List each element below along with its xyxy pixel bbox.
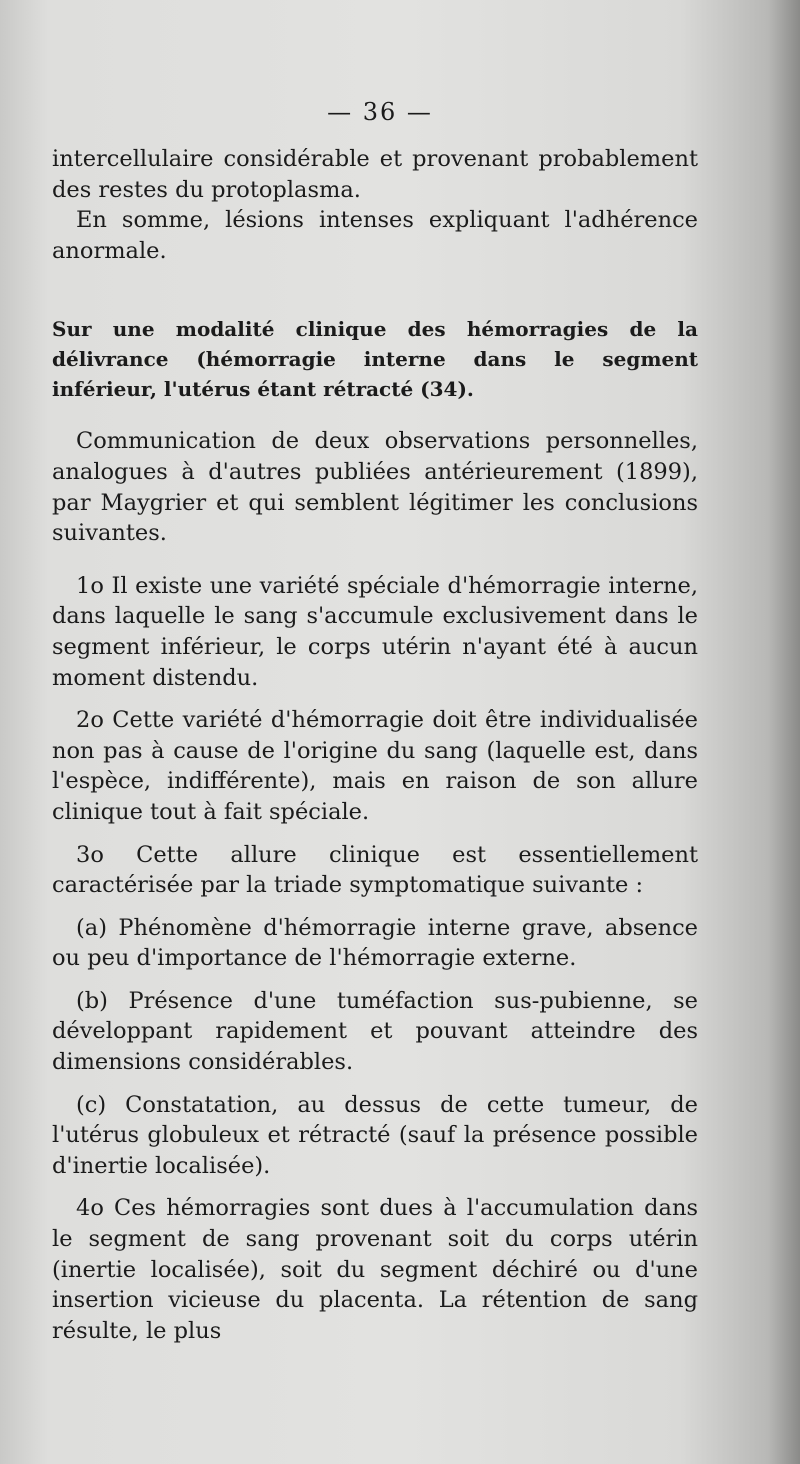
paragraph: 1o Il existe une variété spéciale d'hémorragie interne, dans laquelle le sang s'accumule exclusivement dans le segment inférieur, le corps utérin n'ayant été à aucun moment distendu. — [52, 572, 698, 691]
paragraph: 2o Cette variété d'hémorragie doit être individualisée non pas à cause de l'origine du sang (laquelle est, dans l'espèce, indifférente), mais en raison de son allure clinique tout à fait spéciale. — [52, 707, 698, 825]
paragraph: (c) Constatation, au dessus de cette tumeur, de l'utérus globuleux et rétracté (sauf la présence possible d'inertie localisée). — [52, 1091, 698, 1179]
paragraph: intercellulaire considérable et provenant probablement des restes du protoplasma. — [52, 146, 698, 203]
section-heading: Sur une modalité clinique des hémorragies de la délivrance (hémorragie interne dans le segment inférieur, l'utérus étant rétracté (34). — [52, 317, 698, 402]
paragraph: (a) Phénomène d'hémorragie interne grave, absence ou peu d'importance de l'hémorragie externe. — [52, 914, 698, 972]
page-number: — 36 — — [327, 98, 433, 126]
paragraph: 4o Ces hémorragies sont dues à l'accumulation dans le segment de sang provenant soit du corps utérin (inertie localisée), soit du segment déchiré ou d'une insertion vicieuse du placenta. La rétention de sang résulte, le plus — [52, 1195, 698, 1344]
paragraph: (b) Présence d'une tuméfaction sus-pubienne, se développant rapidement et pouvant atteindre des dimensions considérables. — [52, 987, 698, 1076]
paragraph: Communication de deux observations personnelles, analogues à d'autres publiées antérieurement (1899), par Maygrier et qui semblent légitimer les conclusions suivantes. — [52, 428, 698, 547]
body-text — [52, 144, 698, 1346]
paragraph: En somme, lésions intenses expliquant l'adhérence anormale. — [52, 207, 698, 264]
paragraph: 3o Cette allure clinique est essentiellement caractérisée par la triade symptomatique suivante : — [52, 841, 698, 899]
